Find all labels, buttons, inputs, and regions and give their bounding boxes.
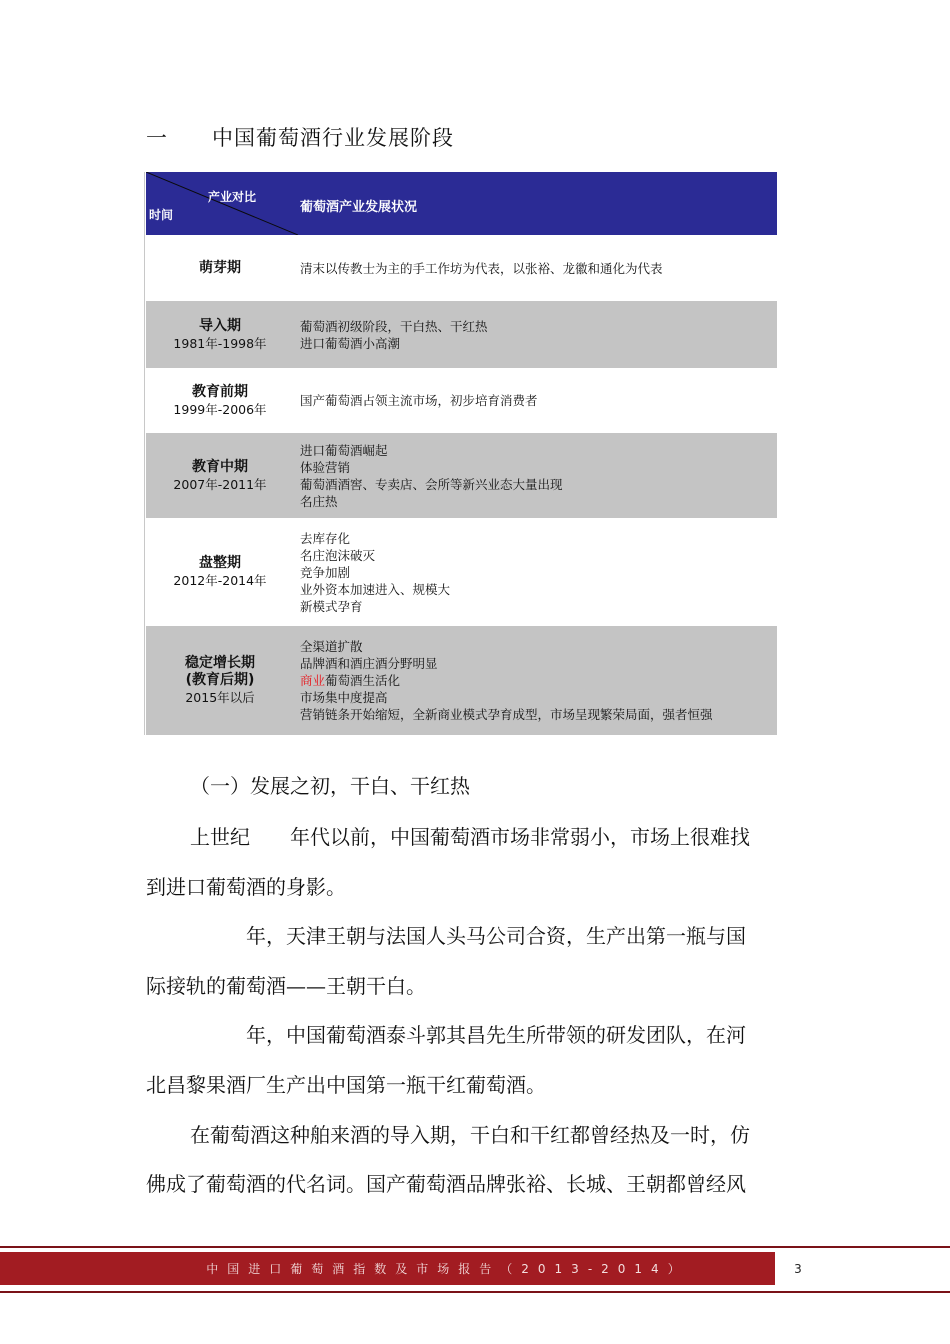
- desc-line: 清末以传教士为主的手工作坊为代表，以张裕、龙徽和通化为代表: [300, 260, 663, 276]
- stage-name: 稳定增长期: [185, 655, 255, 671]
- desc-line-text: 葡萄酒生活化: [325, 673, 401, 688]
- section-title: [146, 122, 454, 152]
- desc-line: 市场集中度提高: [300, 690, 388, 705]
- table-header: [146, 172, 777, 235]
- stage-cell: [146, 235, 294, 301]
- stage-years: 1981年-1998年: [173, 335, 267, 351]
- stage-cell: [146, 626, 294, 735]
- header-corner-top: 产业对比: [208, 190, 257, 204]
- table-row: [146, 626, 777, 735]
- subsection-heading: （一）发展之初，干白、干红热: [190, 774, 470, 798]
- desc-line: 体验营销: [300, 459, 351, 475]
- section-number: 一: [146, 126, 168, 150]
- highlight-prefix: 商业: [300, 673, 326, 688]
- desc-cell: [300, 235, 769, 301]
- footer-rule-bottom: [0, 1291, 950, 1293]
- desc-line: 名庄热: [300, 493, 338, 509]
- paragraph-line: 北昌黎果酒厂生产出中国第一瓶干红葡萄酒。: [146, 1073, 546, 1097]
- table-row: [146, 433, 777, 518]
- stage-name: 导入期: [199, 317, 241, 334]
- stage-name: 盘整期: [199, 555, 241, 571]
- stage-years: 2015年以后: [185, 690, 255, 705]
- stage-name: 教育前期: [192, 383, 248, 400]
- desc-line: 葡萄酒初级阶段，干白热、干红热: [300, 318, 488, 334]
- desc-line: 葡萄酒酒窖、专卖店、会所等新兴业态大量出现: [300, 476, 563, 492]
- footer-title: 中国进口葡萄酒指数及市场报告（2013-2014）: [206, 1262, 689, 1276]
- section-heading: 中国葡萄酒行业发展阶段: [212, 126, 454, 150]
- stage-years: 1999年-2006年: [173, 401, 267, 417]
- table-row: [146, 518, 777, 626]
- desc-cell: [300, 301, 769, 368]
- desc-cell: [300, 518, 769, 626]
- desc-line: 品牌酒和酒庄酒分野明显: [300, 656, 438, 671]
- footer-rule-top: [0, 1246, 950, 1248]
- desc-cell: [300, 368, 769, 433]
- stage-name: 教育中期: [192, 458, 248, 475]
- desc-line: 国产葡萄酒占领主流市场，初步培育消费者: [300, 393, 538, 408]
- desc-line: 营销链条开始缩短，全新商业模式孕育成型，市场呈现繁荣局面，强者恒强: [300, 707, 713, 722]
- stage-years: 2007年-2011年: [173, 476, 267, 492]
- paragraph-line: 际接轨的葡萄酒——王朝干白。: [146, 974, 426, 998]
- paragraph-line: 佛成了葡萄酒的代名词。国产葡萄酒品牌张裕、长城、王朝都曾经风: [146, 1172, 746, 1196]
- desc-line: 全渠道扩散: [300, 639, 363, 654]
- desc-line: 进口葡萄酒小高潮: [300, 335, 401, 351]
- paragraph-line: 在葡萄酒这种舶来酒的导入期，干白和干红都曾经热及一时，仿: [190, 1123, 750, 1147]
- paragraph-line: 年，天津王朝与法国人头马公司合资，生产出第一瓶与国: [166, 924, 746, 948]
- footer-title-bar: [0, 1252, 775, 1285]
- desc-line: 去库存化: [300, 530, 351, 546]
- table-row: [146, 368, 777, 433]
- stage-cell: [146, 301, 294, 368]
- paragraph-line: 上世纪 年代以前，中国葡萄酒市场非常弱小，市场上很难找: [190, 825, 750, 849]
- header-corner-bottom: 时间: [149, 208, 174, 222]
- stage-cell: [146, 518, 294, 626]
- table-row: [146, 301, 777, 368]
- table-row: [146, 235, 777, 301]
- desc-line: 业外资本加速进入、规模大: [300, 581, 451, 597]
- stage-subname: (教育后期): [185, 672, 255, 688]
- paragraph-line: 年，中国葡萄酒泰斗郭其昌先生所带领的研发团队，在河: [166, 1023, 746, 1047]
- page-number: 3: [794, 1261, 802, 1276]
- desc-line: 名庄泡沫破灭: [300, 547, 376, 563]
- stages-table: [146, 172, 777, 735]
- paragraph-line: 到进口葡萄酒的身影。: [146, 875, 346, 899]
- stage-cell: [146, 368, 294, 433]
- desc-line: 新模式孕育: [300, 598, 363, 614]
- stage-cell: [146, 433, 294, 518]
- header-main: 葡萄酒产业发展状况: [300, 200, 418, 215]
- desc-cell: [300, 433, 769, 518]
- desc-cell: [300, 626, 769, 735]
- desc-line: 竞争加剧: [300, 564, 351, 580]
- stage-years: 2012年-2014年: [173, 573, 267, 588]
- stage-name: 萌芽期: [199, 259, 241, 276]
- desc-line: [300, 672, 769, 689]
- desc-line: 进口葡萄酒崛起: [300, 442, 388, 458]
